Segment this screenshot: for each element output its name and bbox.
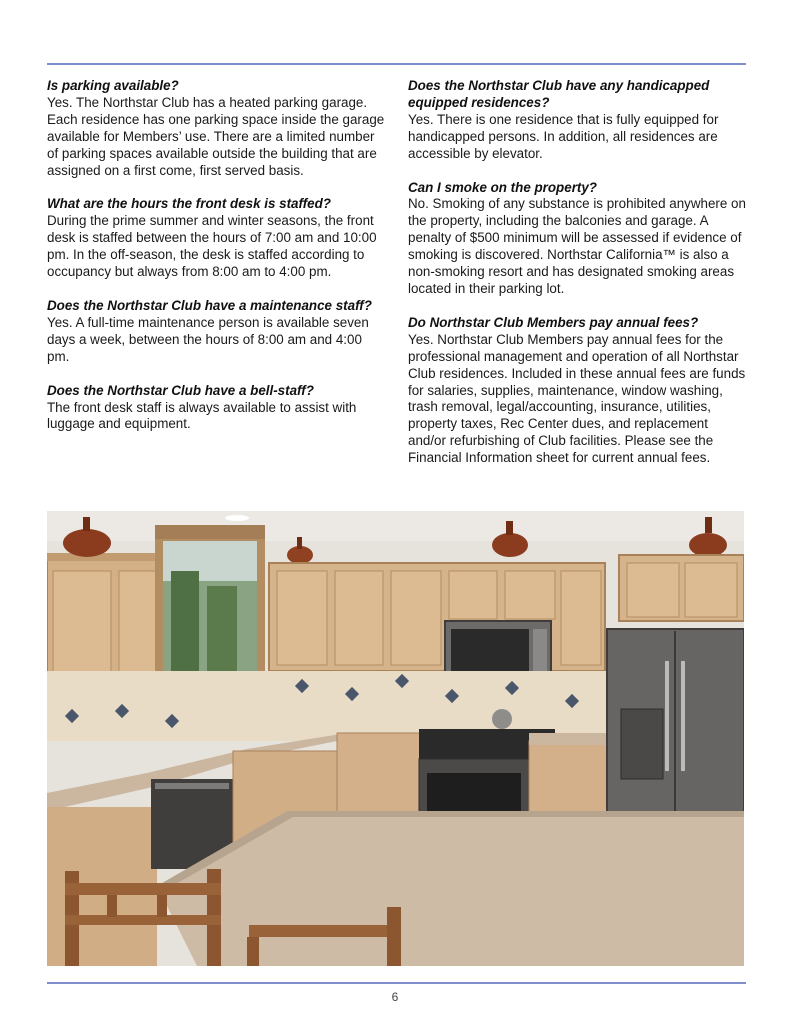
faq-item-maintenance — [47, 298, 387, 366]
faq-answer: Yes. There is one residence that is fully equipped for handicapped persons. In addition, all residences are accessible by elevator. — [408, 111, 719, 161]
faq-item-handicapped — [408, 78, 748, 163]
faq-question: Does the Northstar Club have any handicapped equipped residences? — [408, 78, 710, 110]
faq-answer: Yes. A full-time maintenance person is available seven days a week, between the hours of 8:00 am and 4:00 pm. — [47, 314, 369, 364]
faq-answer: No. Smoking of any substance is prohibited anywhere on the property, including the balconies and garage. A penalty of $500 minimum will be assessed if evidence of smoking is discovered. Northstar California™ is also a non-smoking resort and has designated smoking areas located in their parking lot. — [408, 196, 746, 296]
faq-answer: During the prime summer and winter seasons, the front desk is staffed between the hours of 7:00 am and 10:00 pm. In the off-season, the desk is staffed according to occupancy but always from 8:00 am to 4:00 pm. — [47, 213, 377, 280]
faq-question: What are the hours the front desk is staffed? — [47, 196, 331, 212]
faq-question: Do Northstar Club Members pay annual fees? — [408, 314, 699, 330]
faq-question: Does the Northstar Club have a maintenance staff? — [47, 297, 372, 313]
faq-item-smoking — [408, 180, 748, 298]
faq-question: Can I smoke on the property? — [408, 179, 597, 195]
top-rule — [47, 63, 746, 65]
page-number: 6 — [391, 990, 399, 1004]
faq-answer: Yes. Northstar Club Members pay annual fees for the professional management and operation of all Northstar Club residences. Included in these annual fees are funds for salaries, supplies, maintenance, window washing, trash removal, legal/accounting, insurance, utilities, property taxes, Rec Center dues, and replacement and/or refurbishing of Club facilities. Please see the Financial Information sheet for current annual fees. — [408, 331, 746, 466]
faq-question: Does the Northstar Club have a bell-staff? — [47, 382, 314, 398]
faq-question: Is parking available? — [47, 78, 179, 93]
faq-column-right — [408, 78, 748, 484]
faq-item-parking — [47, 78, 387, 179]
faq-column-left — [47, 78, 387, 450]
faq-item-annual-fees — [408, 315, 748, 467]
faq-answer: The front desk staff is always available to assist with luggage and equipment. — [47, 399, 357, 432]
faq-answer: Yes. The Northstar Club has a heated parking garage. Each residence has one parking space inside the garage available for Members’ use. There are a limited number of parking spaces available outside the building that are assigned on a first come, first served basis. — [47, 94, 385, 178]
faq-item-bell-staff — [47, 383, 387, 434]
faq-item-front-desk — [47, 196, 387, 281]
kitchen-photo — [47, 511, 744, 966]
bottom-rule — [47, 982, 746, 984]
